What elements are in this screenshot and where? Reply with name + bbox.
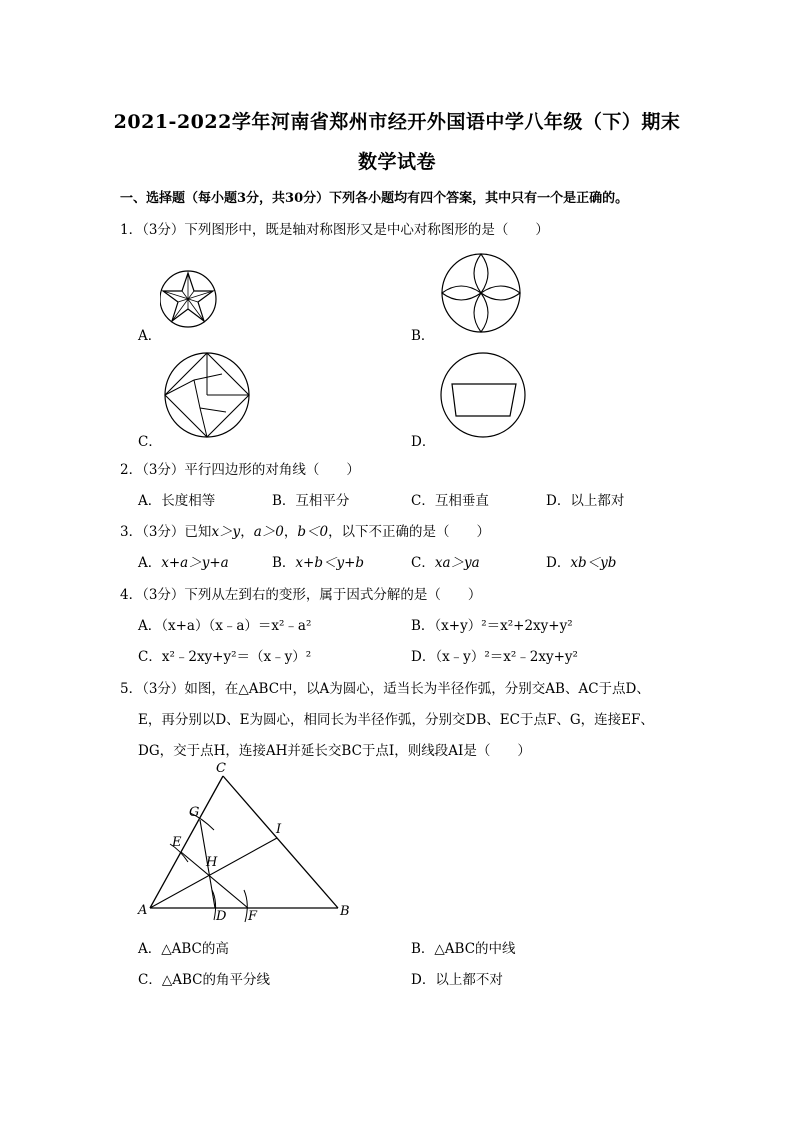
q3-option-c — [411, 551, 480, 571]
q1-figure-c — [164, 350, 250, 440]
q4-option-c: C．x²﹣2xy+y²＝（x﹣y）² — [138, 649, 312, 665]
page-subtitle: 数学试卷 — [357, 151, 436, 173]
label-c: C — [216, 761, 226, 776]
q3-option-a — [138, 551, 229, 571]
page-title: 2021-2022学年河南省郑州市经开外国语中学八年级（下）期末 — [113, 111, 681, 133]
label-a: A — [138, 903, 148, 918]
q3-option-a-text: x+a＞y+a — [161, 555, 229, 571]
q5-option-b: B．△ABC的中线 — [411, 941, 516, 957]
q2-option-d: D．以上都对 — [546, 493, 625, 509]
section-header: 一、选择题（每小题3分，共30分）下列各小题均有四个答案，其中只有一个是正确的。 — [120, 191, 629, 206]
q2-option-c: C．互相垂直 — [411, 493, 489, 509]
q3-stem-pre: 3．（3分）已知 — [120, 524, 212, 540]
label-h: H — [206, 855, 218, 870]
label-i: I — [276, 822, 282, 837]
q1-option-b: B． — [411, 328, 435, 344]
label-g: G — [189, 805, 200, 820]
question-5-line-3: DG，交于点H，连接AH并延长交BC于点I，则线段AI是（ ） — [138, 743, 531, 759]
q3-option-d-label: D． — [546, 555, 571, 571]
q1-option-c: C． — [138, 434, 162, 450]
question-4-stem: 4．（3分）下列从左到右的变形，属于因式分解的是（ ） — [120, 587, 482, 603]
q3-option-c-label: C． — [411, 555, 435, 571]
question-2-stem: 2．（3分）平行四边形的对角线（ ） — [120, 462, 360, 478]
q3-option-b-text: x+b＜y+b — [295, 555, 365, 571]
q2-option-b: B．互相平分 — [272, 493, 350, 509]
q3-option-d — [546, 551, 616, 571]
segment-cb — [223, 776, 338, 908]
q5-option-a: A．△ABC的高 — [138, 941, 229, 957]
label-e: E — [172, 835, 182, 850]
label-b: B — [340, 904, 350, 919]
q3-condition-1: x＞y — [211, 524, 241, 540]
question-5-line-1: 5．（3分）如图，在△ABC中，以A为圆心，适当长为半径作弧，分别交AB、AC于点D、 — [120, 681, 650, 697]
q3-option-b-label: B． — [272, 555, 296, 571]
q3-option-a-label: A． — [138, 555, 162, 571]
q1-option-a: A． — [138, 328, 162, 344]
q3-option-b — [272, 551, 364, 571]
q1-figure-d — [440, 350, 526, 440]
q3-sep-1: ， — [240, 524, 254, 540]
q5-option-d: D．以上都不对 — [411, 972, 503, 988]
q1-figure-b — [440, 252, 524, 336]
q3-sep-2: ， — [283, 524, 298, 540]
label-d: D — [216, 909, 227, 924]
q3-option-d-text: xb＜yb — [570, 555, 617, 571]
q4-option-d: D．（x﹣y）²＝x²﹣2xy+y² — [411, 649, 578, 665]
q5-option-c: C．△ABC的角平分线 — [138, 972, 270, 988]
q2-option-a: A．长度相等 — [138, 493, 216, 509]
q3-stem-post: ，以下不正确的是（ ） — [328, 524, 491, 540]
q1-option-d: D． — [411, 434, 436, 450]
question-1-stem: 1．（3分）下列图形中，既是轴对称图形又是中心对称图形的是（ ） — [120, 222, 549, 238]
q5-triangle-figure — [130, 758, 370, 928]
question-5-line-2: E，再分别以D、E为圆心，相同长为半径作弧，分别交DB、EC于点F、G，连接EF、 — [138, 712, 654, 728]
q3-option-c-text: xa＞ya — [434, 555, 480, 571]
q1-figure-a — [160, 265, 220, 335]
label-f: F — [248, 909, 258, 924]
question-3-stem — [120, 520, 490, 540]
q4-option-a: A．（x+a）（x﹣a）＝x²﹣a² — [138, 618, 312, 634]
q4-option-b: B．（x+y）²＝x²+2xy+y² — [411, 618, 573, 634]
q3-condition-3: b＜0 — [297, 524, 329, 540]
q3-condition-2: a＞0 — [253, 524, 284, 540]
